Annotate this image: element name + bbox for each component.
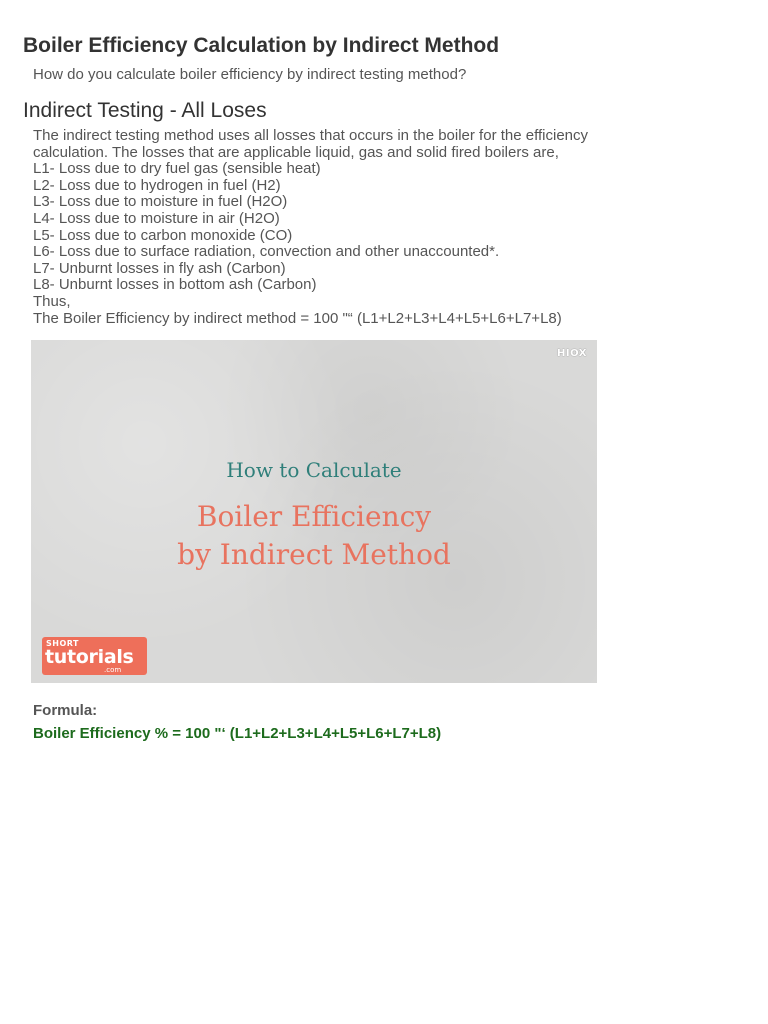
- banner-headline: [31, 498, 597, 574]
- tutorial-banner-image: [31, 340, 597, 683]
- formula-text: Boiler Efficiency % = 100 "‘ (L1+L2+L3+L4+L5+L6+L7+L8): [33, 725, 442, 742]
- body-line-efficiency: The Boiler Efficiency by indirect method = 100 "“ (L1+L2+L3+L4+L5+L6+L7+L8): [33, 309, 562, 327]
- body-line: calculation. The losses that are applicable liquid, gas and solid fired boilers are,: [33, 143, 559, 161]
- loss-item-l8: L8- Unburnt losses in bottom ash (Carbon): [33, 276, 317, 294]
- body-line: The indirect testing method uses all losses that occurs in the boiler for the efficiency: [33, 127, 589, 144]
- hiox-logo: HIOX: [557, 348, 587, 359]
- logo-sub-text: .com: [104, 666, 122, 674]
- loss-item-l3: L3- Loss due to moisture in fuel (H2O): [33, 193, 288, 211]
- body-line-thus: Thus,: [33, 292, 71, 310]
- banner-kicker: How to Calculate: [226, 458, 402, 482]
- short-tutorials-logo: [42, 637, 147, 675]
- loss-item-l1: L1- Loss due to dry fuel gas (sensible heat): [33, 160, 321, 178]
- banner-headline-line-2: by Indirect Method: [177, 538, 451, 571]
- page-title: Boiler Efficiency Calculation by Indirect Method: [23, 34, 500, 57]
- logo-top-text: SHORT: [46, 639, 80, 648]
- logo-main-text: tutorials: [45, 646, 134, 668]
- loss-item-l7: L7- Unburnt losses in fly ash (Carbon): [33, 259, 286, 277]
- page-subtitle: How do you calculate boiler efficiency by indirect testing method?: [33, 66, 467, 83]
- body-text: [33, 128, 733, 327]
- loss-item-l6: L6- Loss due to surface radiation, convection and other unaccounted*.: [33, 243, 500, 261]
- loss-item-l5: L5- Loss due to carbon monoxide (CO): [33, 226, 293, 244]
- section-heading: Indirect Testing - All Loses: [23, 99, 267, 122]
- banner-headline-line-1: Boiler Efficiency: [196, 500, 432, 533]
- loss-item-l2: L2- Loss due to hydrogen in fuel (H2): [33, 176, 281, 194]
- loss-item-l4: L4- Loss due to moisture in air (H2O): [33, 209, 280, 227]
- formula-label: Formula:: [33, 702, 98, 719]
